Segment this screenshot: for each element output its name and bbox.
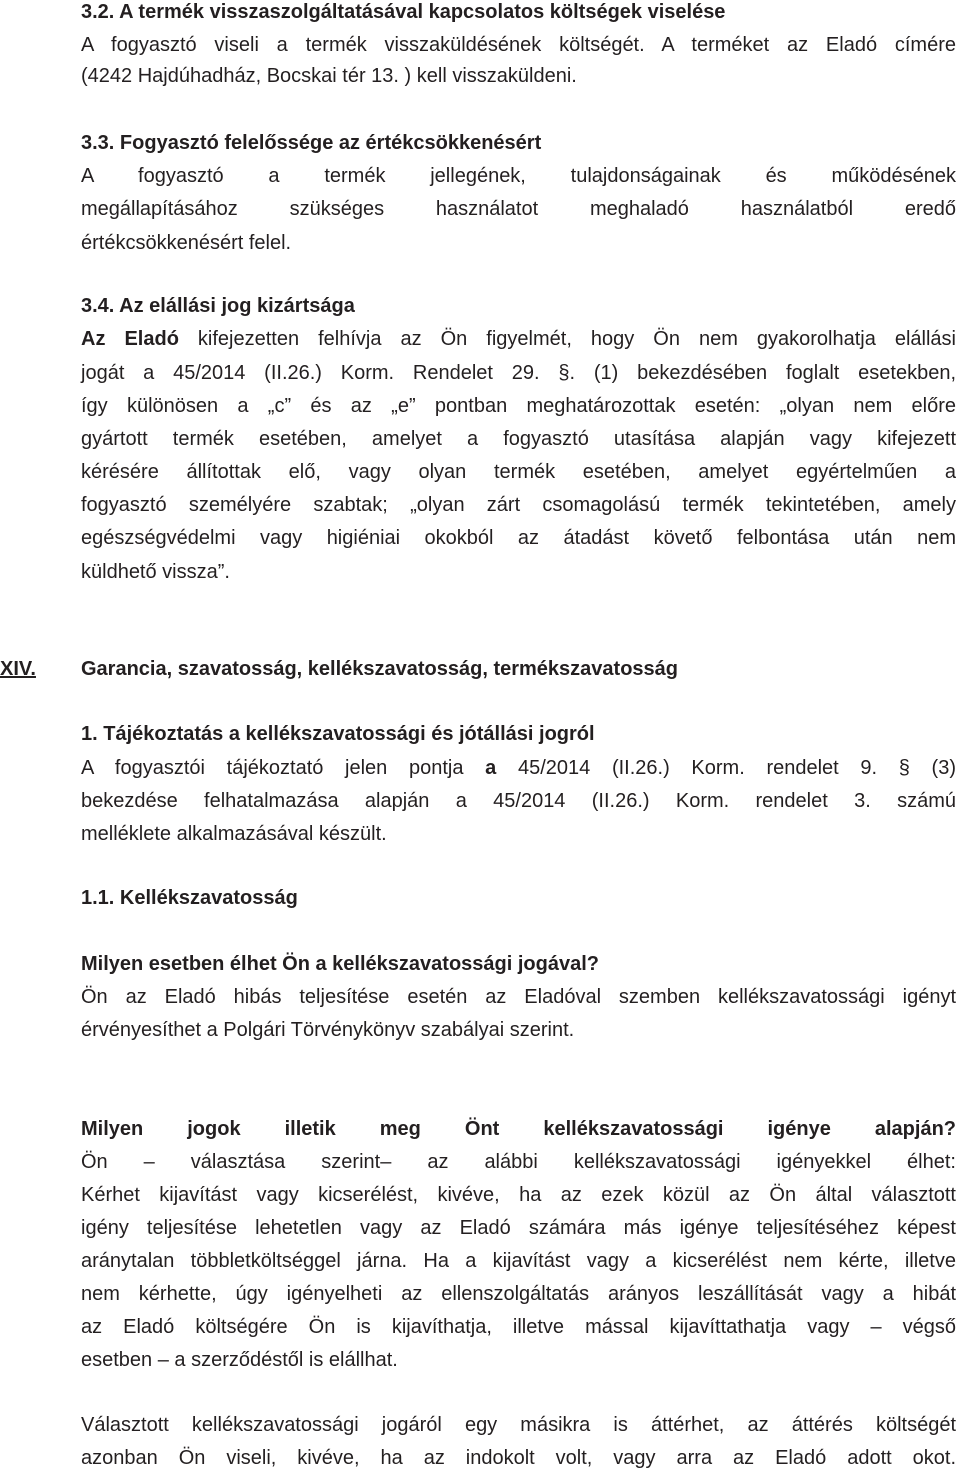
question-2: Milyen jogok illetik meg Önt kellékszavatossági igénye alapján? bbox=[81, 1118, 956, 1140]
section-3-2-heading: 3.2. A termék visszaszolgáltatásával kapcsolatos költségek viselése bbox=[81, 1, 726, 23]
question-2-line-5: nem kérhette, úgy igényelheti az ellenszolgáltatás arányos leszállítását vagy a hibát bbox=[81, 1283, 956, 1305]
chapter-number: XIV. bbox=[0, 658, 36, 680]
seller-bold: Az Eladó bbox=[81, 328, 179, 350]
section-3-3-line-3: értékcsökkenésért felel. bbox=[81, 232, 292, 254]
section-3-4-line-1 bbox=[81, 327, 956, 351]
section-1-line-2: bekezdése felhatalmazása alapján a 45/2014 (II.26.) Korm. rendelet 3. számú bbox=[81, 790, 956, 812]
question-2-line-3: igény teljesítése lehetetlen vagy az Eladó számára más igénye teljesítéséhez képest bbox=[81, 1217, 956, 1239]
section-3-4-line-2: jogát a 45/2014 (II.26.) Korm. Rendelet 29. §. (1) bekezdésében foglalt esetekben, bbox=[81, 362, 956, 384]
section-1-line-1-b: 45/2014 (II.26.) Korm. rendelet 9. § (3) bbox=[496, 757, 956, 779]
question-1-line-1: Ön az Eladó hibás teljesítése esetén az Eladóval szemben kellékszavatossági igényt bbox=[81, 986, 956, 1008]
question-2-line-4: aránytalan többletköltséggel járna. Ha a kijavítást vagy a kicserélést nem kérte, illetve bbox=[81, 1250, 956, 1272]
section-3-4-line-1-rest: kifejezetten felhívja az Ön figyelmét, hogy Ön nem gyakorolhatja elállási bbox=[178, 328, 956, 350]
last-paragraph-line-1: Választott kellékszavatossági jogáról egy másikra is áttérhet, az áttérés költségét bbox=[81, 1414, 956, 1436]
section-3-4-heading: 3.4. Az elállási jog kizártsága bbox=[81, 295, 355, 317]
section-3-4-line-5: kérésére állítottak elő, vagy olyan termék esetében, amelyet egyértelműen a bbox=[81, 461, 956, 483]
question-2-line-2: Kérhet kijavítást vagy kicserélést, kivéve, ha az ezek közül az Ön által választott bbox=[81, 1184, 956, 1206]
section-3-4-line-8: küldhető vissza”. bbox=[81, 561, 230, 583]
section-3-3-heading: 3.3. Fogyasztó felelőssége az értékcsökkenésért bbox=[81, 132, 542, 154]
question-2-line-1: Ön – választása szerint– az alábbi kellékszavatossági igényekkel élhet: bbox=[81, 1151, 956, 1173]
section-3-4-line-7: egészségvédelmi vagy higiéniai okokból az átadást követő felbontása után nem bbox=[81, 527, 956, 549]
question-2-line-6: az Eladó költségére Ön is kijavíthatja, illetve mással kijavíttathatja vagy – végső bbox=[81, 1316, 956, 1338]
section-3-4-line-6: fogyasztó személyére szabtak; „olyan zárt csomagolású termék tekintetében, amely bbox=[81, 494, 956, 516]
section-3-4-line-3: így különösen a „c” és az „e” pontban meghatározottak esetén: „olyan nem előre bbox=[81, 395, 956, 417]
section-3-3-line-1: A fogyasztó a termék jellegének, tulajdonságainak és működésének bbox=[81, 165, 956, 187]
section-1-line-1 bbox=[81, 756, 956, 780]
last-paragraph-line-2: azonban Ön viseli, kivéve, ha az indokolt volt, vagy arra az Eladó adott okot. bbox=[81, 1447, 956, 1469]
chapter-title: Garancia, szavatosság, kellékszavatosság, termékszavatosság bbox=[81, 658, 679, 680]
section-3-2-line-2: (4242 Hajdúhadház, Bocskai tér 13. ) kell visszaküldeni. bbox=[81, 65, 577, 87]
section-3-2-line-1: A fogyasztó viseli a termék visszaküldésének költségét. A terméket az Eladó címére bbox=[81, 34, 956, 56]
section-1-heading: 1. Tájékoztatás a kellékszavatossági és jótállási jogról bbox=[81, 723, 595, 745]
section-1-1-heading: 1.1. Kellékszavatosság bbox=[81, 887, 298, 909]
section-1-line-1-a: A fogyasztói tájékoztató jelen pontja bbox=[81, 757, 486, 779]
section-3-3-line-2: megállapításához szükséges használatot meghaladó használatból eredő bbox=[81, 198, 956, 220]
question-1: Milyen esetben élhet Ön a kellékszavatossági jogával? bbox=[81, 953, 599, 975]
section-1-line-3: melléklete alkalmazásával készült. bbox=[81, 823, 387, 845]
section-3-4-line-4: gyártott termék esetében, amelyet a fogyasztó utasítása alapján vagy kifejezett bbox=[81, 428, 956, 450]
section-1-line-1-bold: a bbox=[485, 757, 497, 779]
question-1-line-2: érvényesíthet a Polgári Törvénykönyv szabályai szerint. bbox=[81, 1019, 575, 1041]
question-2-line-7: esetben – a szerződéstől is elállhat. bbox=[81, 1349, 398, 1371]
